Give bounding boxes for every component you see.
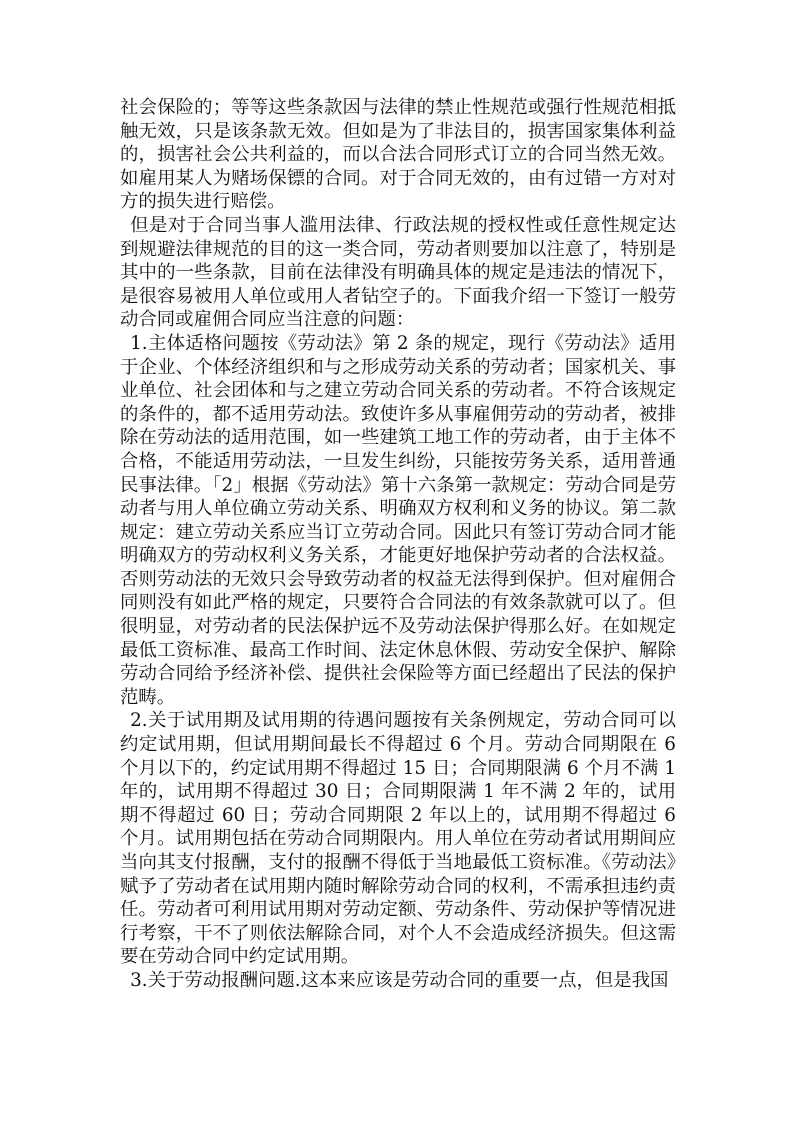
paragraph-social-insurance: 社会保险的；等等这些条款因与法律的禁止性规范或强行性规范相抵触无效，只是该条款无效。但如是为了非法目的，损害国家集体利益的，损害社会公共利益的，而以合法合同形式订立的合同当然无效。如雇用某人为赌场保镖的合同。对于合同无效的，由有过错一方对对方的损失进行赔偿。: [120, 97, 676, 213]
paragraph-subject-qualification: 1.主体适格问题按《劳动法》第 2 条的规定，现行《劳动法》适用于企业、个体经济组织和与之形成劳动关系的劳动者；国家机关、事业单位、社会团体和与之建立劳动合同关系的劳动者。不符合该规定的条件的，都不适用劳动法。致使许多从事雇佣劳动的劳动者，被排除在劳动法的适用范围，如一些建筑工地工作的劳动者，由于主体不合格，不能适用劳动法，一旦发生纠纷，只能按劳务关系，适用普通民事法律。「2」根据《劳动法》第十六条第一款规定：劳动合同是劳动者与用人单位确立劳动关系、明确双方权利和义务的协议。第二款规定：建立劳动关系应当订立劳动合同。因此只有签订劳动合同才能明确双方的劳动权利义务关系，才能更好地保护劳动者的合法权益。否则劳动法的无效只会导致劳动者的权益无法得到保护。但对雇佣合同则没有如此严格的规定，只要符合合同法的有效条款就可以了。但很明显，对劳动者的民法保护远不及劳动法保护得那么好。在如规定最低工资标准、最高工作时间、法定休息休假、劳动安全保护、解除劳动合同给予经济补偿、提供社会保险等方面已经超出了民法的保护范畴。: [120, 332, 676, 708]
document-body: [120, 96, 676, 993]
paragraph-abuse-of-law: 但是对于合同当事人滥用法律、行政法规的授权性或任意性规定达到规避法律规范的目的这一类合同，劳动者则要加以注意了，特别是其中的一些条款，目前在法律没有明确具体的规定是违法的情况下，是很容易被用人单位或用人者钻空子的。下面我介绍一下签订一般劳动合同或雇佣合同应当注意的问题：: [120, 214, 676, 331]
paragraph-labor-remuneration: 3.关于劳动报酬问题.这本来应该是劳动合同的重要一点，但是我国: [130, 969, 669, 991]
paragraph-probation-period: 2.关于试用期及试用期的待遇问题按有关条例规定，劳动合同可以约定试用期，但试用期间最长不得超过 6 个月。劳动合同期限在 6 个月以下的，约定试用期不得超过 15 日；合同期限满 6 个月不满 1 年的，试用期不得超过 30 日；合同期限满 1 年不满 2 年的，试用期不得超过 60 日；劳动合同期限 2 年以上的，试用期不得超过 6 个月。试用期包括在劳动合同期限内。用人单位在劳动者试用期间应当向其支付报酬，支付的报酬不得低于当地最低工资标准。《劳动法》赋予了劳动者在试用期内随时解除劳动合同的权利，不需承担违约责任。劳动者可利用试用期对劳动定额、劳动条件、劳动保护等情况进行考察，干不了则依法解除合同，对个人不会造成经济损失。但这需要在劳动合同中约定试用期。: [120, 710, 676, 968]
